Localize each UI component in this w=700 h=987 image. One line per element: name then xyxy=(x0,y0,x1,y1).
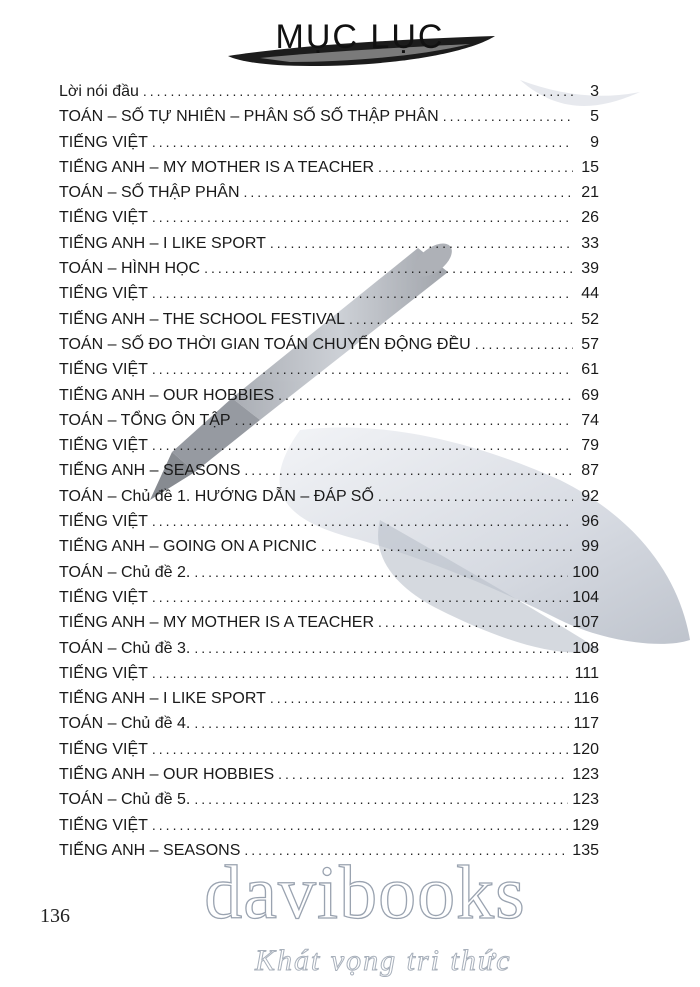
page-title-block xyxy=(220,8,500,68)
toc-dot-leader xyxy=(152,130,573,155)
toc-entry-title: TIẾNG ANH – MY MOTHER IS A TEACHER xyxy=(59,614,375,632)
toc-entry-page: 5 xyxy=(590,108,599,126)
toc-entry xyxy=(59,787,599,812)
toc-dot-leader xyxy=(349,307,573,332)
toc-entry-page: 100 xyxy=(572,563,599,581)
toc-entry-page: 99 xyxy=(581,538,599,556)
toc-dot-leader xyxy=(152,281,573,306)
toc-entry-title: TOÁN – Chủ đề 1. HƯỚNG DẪN – ĐÁP SỐ xyxy=(59,487,374,505)
toc-entry-title: TOÁN – Chủ đề 4. xyxy=(59,715,191,733)
toc-entry-title: TIẾNG ANH – I LIKE SPORT xyxy=(59,690,266,708)
toc-entry-title: TIẾNG VIỆT xyxy=(59,664,148,682)
toc-entry-title: TOÁN – SỐ TỰ NHIÊN – PHÂN SỐ SỐ THẬP PHÂN xyxy=(59,108,439,126)
toc-dot-leader xyxy=(194,636,568,661)
toc-entry-page: 44 xyxy=(581,285,599,303)
toc-dot-leader xyxy=(194,560,568,585)
toc-entry-page: 96 xyxy=(581,513,599,531)
toc-entry-page: 120 xyxy=(572,740,599,758)
toc-dot-leader xyxy=(235,408,573,433)
toc-dot-leader xyxy=(270,686,570,711)
toc-entry xyxy=(59,560,599,585)
table-of-contents xyxy=(59,79,599,863)
toc-entry xyxy=(59,357,599,382)
toc-entry xyxy=(59,383,599,408)
toc-entry-page: 69 xyxy=(581,386,599,404)
toc-entry xyxy=(59,332,599,357)
toc-entry-title: Lời nói đầu xyxy=(59,83,139,100)
toc-entry-page: 74 xyxy=(581,411,599,429)
toc-entry-page: 123 xyxy=(572,791,599,809)
toc-entry-title: TOÁN – Chủ đề 3. xyxy=(59,639,191,657)
toc-dot-leader xyxy=(194,787,568,812)
publisher-slogan: Khát vọng tri thức xyxy=(255,944,512,977)
toc-dot-leader xyxy=(278,762,568,787)
toc-entry-page: 79 xyxy=(581,437,599,455)
toc-entry xyxy=(59,686,599,711)
toc-entry xyxy=(59,307,599,332)
toc-entry-page: 52 xyxy=(581,310,599,328)
toc-entry-title: TOÁN – HÌNH HỌC xyxy=(59,260,201,278)
toc-entry-page: 92 xyxy=(581,487,599,505)
toc-dot-leader xyxy=(143,79,573,104)
toc-entry-page: 123 xyxy=(572,766,599,784)
toc-entry-title: TIẾNG VIỆT xyxy=(59,133,148,151)
toc-entry-page: 39 xyxy=(581,260,599,278)
toc-entry-page: 26 xyxy=(581,209,599,227)
toc-entry xyxy=(59,281,599,306)
toc-dot-leader xyxy=(270,231,573,256)
toc-entry xyxy=(59,711,599,736)
toc-dot-leader xyxy=(278,383,573,408)
toc-entry-title: TOÁN – Chủ đề 5. xyxy=(59,791,191,809)
toc-entry xyxy=(59,104,599,129)
toc-entry-page: 117 xyxy=(573,715,599,733)
publisher-logo: davibooks xyxy=(204,851,526,935)
toc-entry-page: 108 xyxy=(572,639,599,657)
toc-entry xyxy=(59,813,599,838)
toc-entry-page: 9 xyxy=(590,133,599,151)
toc-entry xyxy=(59,458,599,483)
toc-entry-page: 135 xyxy=(572,841,599,859)
toc-dot-leader xyxy=(152,509,573,534)
toc-entry xyxy=(59,661,599,686)
page-number: 136 xyxy=(40,905,70,927)
toc-entry-page: 57 xyxy=(581,335,599,353)
toc-entry-page: 107 xyxy=(572,614,599,632)
toc-entry xyxy=(59,130,599,155)
toc-entry xyxy=(59,231,599,256)
page-title: MỤC LỤC xyxy=(275,18,445,56)
toc-dot-leader xyxy=(244,458,573,483)
toc-entry xyxy=(59,155,599,180)
toc-entry-title: TOÁN – Chủ đề 2. xyxy=(59,563,191,581)
toc-dot-leader xyxy=(152,813,568,838)
toc-entry-page: 33 xyxy=(581,234,599,252)
toc-entry xyxy=(59,585,599,610)
toc-dot-leader xyxy=(152,585,568,610)
toc-entry-title: TIẾNG VIỆT xyxy=(59,816,148,834)
toc-entry xyxy=(59,737,599,762)
toc-entry-title: TIẾNG VIỆT xyxy=(59,285,148,303)
toc-entry-title: TIẾNG ANH – OUR HOBBIES xyxy=(59,766,275,784)
toc-dot-leader xyxy=(194,711,569,736)
toc-entry xyxy=(59,762,599,787)
toc-entry-title: TIẾNG VIỆT xyxy=(59,513,148,531)
toc-dot-leader xyxy=(152,357,573,382)
toc-dot-leader xyxy=(321,534,573,559)
toc-dot-leader xyxy=(204,256,573,281)
toc-entry-title: TOÁN – SỐ ĐO THỜI GIAN TOÁN CHUYỂN ĐỘNG ĐỀU xyxy=(59,335,471,353)
toc-entry-title: TIẾNG VIỆT xyxy=(59,437,148,455)
toc-dot-leader xyxy=(443,104,573,129)
toc-entry xyxy=(59,256,599,281)
toc-entry xyxy=(59,180,599,205)
toc-entry-page: 61 xyxy=(581,361,599,379)
toc-entry-title: TOÁN – TỔNG ÔN TẬP xyxy=(59,411,231,429)
toc-entry-title: TIẾNG VIỆT xyxy=(59,588,148,606)
toc-entry xyxy=(59,79,599,104)
toc-entry-page: 129 xyxy=(572,816,599,834)
toc-entry-title: TIẾNG ANH – SEASONS xyxy=(59,462,241,480)
toc-dot-leader xyxy=(152,661,571,686)
toc-dot-leader xyxy=(152,205,573,230)
toc-entry-title: TIẾNG VIỆT xyxy=(59,361,148,379)
toc-entry-title: TOÁN – SỐ THẬP PHÂN xyxy=(59,184,240,202)
toc-dot-leader xyxy=(152,433,573,458)
toc-dot-leader xyxy=(378,155,573,180)
toc-entry xyxy=(59,205,599,230)
toc-entry xyxy=(59,534,599,559)
toc-entry xyxy=(59,433,599,458)
toc-dot-leader xyxy=(244,180,574,205)
toc-entry-title: TIẾNG ANH – THE SCHOOL FESTIVAL xyxy=(59,310,345,328)
toc-dot-leader xyxy=(475,332,573,357)
toc-entry xyxy=(59,509,599,534)
toc-entry-page: 15 xyxy=(581,158,599,176)
toc-entry-page: 3 xyxy=(590,83,599,100)
toc-entry xyxy=(59,636,599,661)
toc-entry-title: TIẾNG ANH – OUR HOBBIES xyxy=(59,386,275,404)
toc-entry-page: 116 xyxy=(573,690,599,708)
toc-dot-leader xyxy=(378,610,568,635)
toc-entry-title: TIẾNG ANH – I LIKE SPORT xyxy=(59,234,266,252)
toc-entry-page: 87 xyxy=(581,462,599,480)
toc-dot-leader xyxy=(152,737,568,762)
toc-entry-title: TIẾNG VIỆT xyxy=(59,209,148,227)
toc-entry xyxy=(59,408,599,433)
toc-entry xyxy=(59,610,599,635)
toc-entry-title: TIẾNG VIỆT xyxy=(59,740,148,758)
toc-entry-title: TIẾNG ANH – MY MOTHER IS A TEACHER xyxy=(59,158,375,176)
toc-entry xyxy=(59,484,599,509)
toc-entry-page: 21 xyxy=(581,184,599,202)
toc-entry-page: 111 xyxy=(574,664,599,682)
toc-entry-title: TIẾNG ANH – SEASONS xyxy=(59,841,241,859)
toc-dot-leader xyxy=(378,484,573,509)
toc-entry-page: 104 xyxy=(572,588,599,606)
toc-entry-title: TIẾNG ANH – GOING ON A PICNIC xyxy=(59,538,317,556)
